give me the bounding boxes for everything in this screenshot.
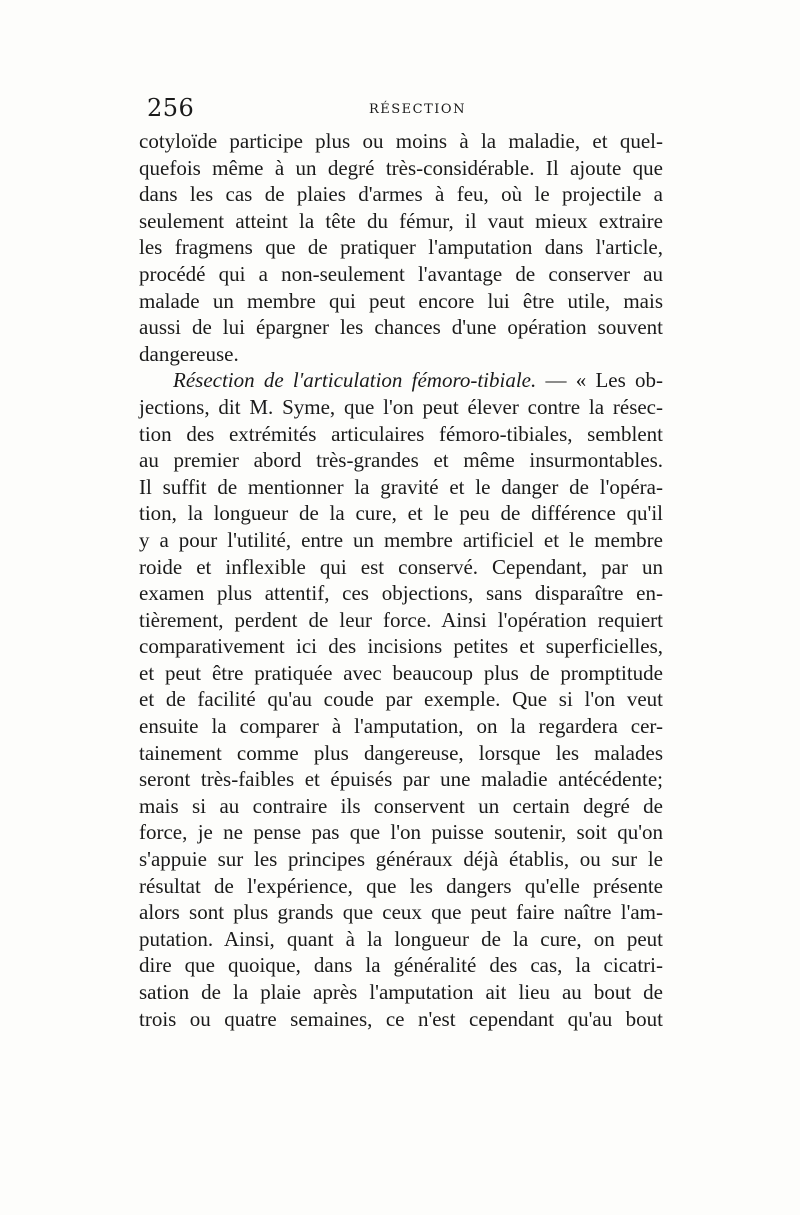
text-line: dire que quoique, dans la généralité des cas, la cicatri- — [139, 953, 663, 978]
text-line: examen plus attentif, ces objections, sans disparaître en- — [139, 581, 663, 606]
text-line: tièrement, perdent de leur force. Ainsi l'opération requiert — [139, 607, 663, 632]
text-line: malade un membre qui peut encore lui être utile, mais — [139, 288, 663, 313]
text-line: dangereuse. — [139, 341, 239, 366]
text-line: Il suffit de mentionner la gravité et le danger de l'opéra- — [139, 474, 663, 499]
text-line: aussi de lui épargner les chances d'une opération souvent — [139, 315, 663, 340]
section-heading: Résection de l'articulation fémoro-tibiale. — [173, 368, 537, 393]
text-line: au premier abord très-grandes et même insurmontables. — [139, 448, 663, 473]
text-line: s'appuie sur les principes généraux déjà établis, ou sur le — [139, 847, 663, 872]
text-line: dans les cas de plaies d'armes à feu, où le projectile a — [139, 182, 663, 207]
text-line: tion des extrémités articulaires fémoro-tibiales, semblent — [139, 421, 663, 446]
text-line: y a pour l'utilité, entre un membre artificiel et le membre — [139, 527, 663, 552]
text-line: les fragmens que de pratiquer l'amputation dans l'article, — [139, 235, 663, 260]
text-line: tainement comme plus dangereuse, lorsque les malades — [139, 740, 663, 765]
text-line: sation de la plaie après l'amputation ait lieu au bout de — [139, 980, 663, 1004]
text-line: comparativement ici des incisions petites et superficielles, — [139, 634, 663, 659]
text-line: seront très-faibles et épuisés par une maladie antécédente; — [139, 767, 663, 792]
text-line: putation. Ainsi, quant à la longueur de la cure, on peut — [139, 926, 663, 951]
text-line: cotyloïde participe plus ou moins à la maladie, et quel- — [139, 129, 663, 153]
text-line: et peut être pratiquée avec beaucoup plus de promptitude — [139, 660, 663, 685]
text-line: résultat de l'expérience, que les dangers qu'elle présente — [139, 873, 663, 898]
text-line: tion, la longueur de la cure, et le peu de différence qu'il — [139, 501, 663, 526]
text-line: trois ou quatre semaines, ce n'est cependant qu'au bout — [139, 1006, 663, 1031]
text-line: quefois même à un degré très-considérable. Il ajoute que — [139, 155, 663, 180]
section-heading-line — [139, 367, 663, 394]
text-line: force, je ne pense pas que l'on puisse soutenir, soit qu'on — [139, 820, 663, 845]
text-line: et de facilité qu'au coude par exemple. Que si l'on veut — [139, 687, 663, 712]
text-line: mais si au contraire ils conservent un certain degré de — [139, 793, 663, 818]
running-head: RÉSECTION — [369, 102, 466, 117]
text-line: roide et inflexible qui est conservé. Cependant, par un — [139, 554, 663, 579]
text-line: procédé qui a non-seulement l'avantage de conserver au — [139, 261, 663, 286]
text-line: ensuite la comparer à l'amputation, on la regardera cer- — [139, 714, 663, 739]
text-line: jections, dit M. Syme, que l'on peut élever contre la résec- — [139, 394, 663, 419]
page-number: 256 — [147, 94, 195, 122]
text-line: alors sont plus grands que ceux que peut faire naître l'am- — [139, 900, 663, 925]
page-body — [139, 128, 663, 1032]
text-line: seulement atteint la tête du fémur, il vaut mieux extraire — [139, 208, 663, 233]
heading-tail: — « Les ob- — [536, 368, 663, 393]
